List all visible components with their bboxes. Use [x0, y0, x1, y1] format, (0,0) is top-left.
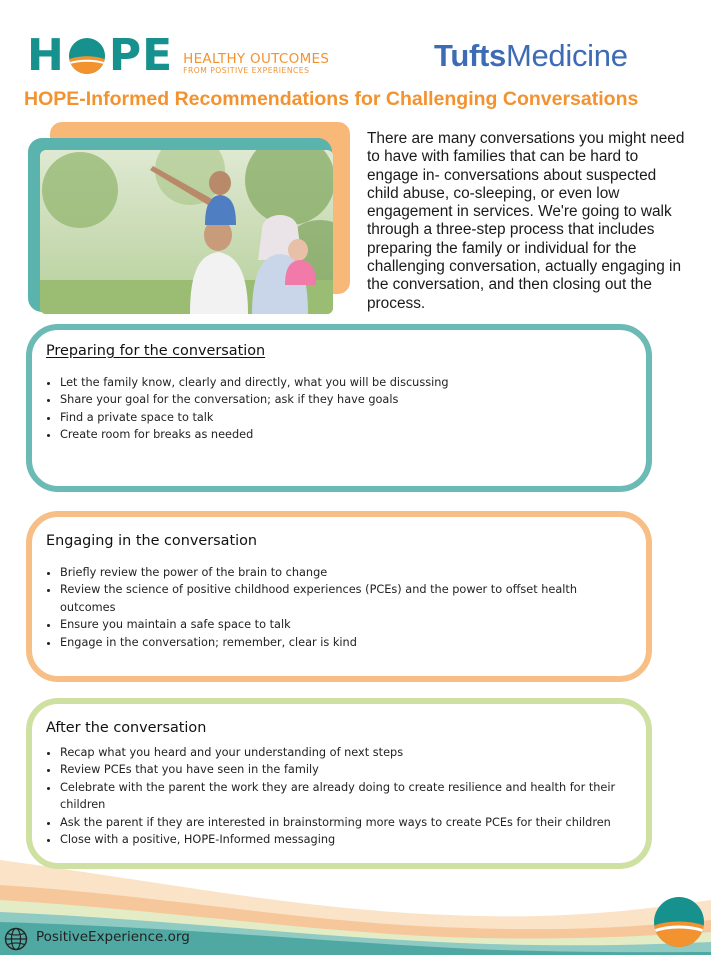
- list-item: • Share your goal for the conversation; ask if they have goals: [60, 391, 636, 408]
- footer-website-link[interactable]: PositiveExperience.org: [36, 929, 190, 945]
- section-list-preparing: [46, 374, 636, 444]
- list-item: • Close with a positive, HOPE-Informed messaging: [60, 831, 636, 848]
- hope-sun-logo-icon: [68, 37, 106, 75]
- hope-tagline: [183, 52, 329, 75]
- list-item: • Celebrate with the parent the work they are already doing to create resilience and health for their children: [60, 779, 636, 814]
- intro-paragraph: There are many conversations you might need to have with families that can be hard to engage in- conversations about suspected child abuse, co-sleeping, or even low engagement in services. We're going to walk through a three-step process that includes preparing the family or individual for the challenging conversation, actually engaging in the conversation, and then closing out the process.: [367, 130, 685, 312]
- section-preparing: [26, 324, 652, 492]
- list-item: • Briefly review the power of the brain to change: [60, 564, 636, 581]
- section-heading-after: After the conversation: [46, 720, 207, 736]
- section-list-after: [46, 744, 636, 848]
- list-item: • Review the science of positive childhood experiences (PCEs) and the power to offset health outcomes: [60, 581, 636, 616]
- list-item: • Ask the parent if they are interested in brainstorming more ways to create PCEs for their children: [60, 814, 636, 831]
- list-item: • Let the family know, clearly and directly, what you will be discussing: [60, 374, 636, 391]
- section-heading-preparing: Preparing for the conversation: [46, 343, 266, 359]
- photo-frame-teal-accent: [28, 138, 332, 312]
- section-list-engaging: [46, 564, 636, 651]
- hope-letter-h: H: [27, 30, 65, 81]
- page-title: HOPE-Informed Recommendations for Challenging Conversations: [24, 88, 639, 110]
- hope-tagline-line1: HEALTHY OUTCOMES: [183, 50, 330, 67]
- section-heading-engaging: Engaging in the conversation: [46, 533, 258, 549]
- list-item: • Ensure you maintain a safe space to talk: [60, 616, 636, 633]
- section-engaging: [26, 511, 652, 682]
- hope-letters-pe: PE: [108, 30, 174, 81]
- section-after: [26, 698, 652, 869]
- list-item: • Review PCEs that you have seen in the family: [60, 761, 636, 778]
- list-item: • Find a private space to talk: [60, 409, 636, 426]
- tufts-logo-regular: Medicine: [505, 38, 628, 73]
- hope-tagline-line2: FROM POSITIVE EXPERIENCES: [183, 65, 310, 75]
- tufts-medicine-logo: [434, 38, 628, 74]
- hope-wordmark: [27, 30, 174, 81]
- list-item: • Engage in the conversation; remember, clear is kind: [60, 634, 636, 651]
- list-item: • Create room for breaks as needed: [60, 426, 636, 443]
- tufts-logo-bold: Tufts: [434, 38, 506, 73]
- globe-icon: [4, 927, 28, 951]
- list-item: • Recap what you heard and your understanding of next steps: [60, 744, 636, 761]
- hope-logo: [27, 30, 330, 81]
- family-photo-frame: [28, 122, 348, 312]
- hope-sun-logo-icon: [653, 896, 705, 948]
- family-photo: [40, 150, 333, 314]
